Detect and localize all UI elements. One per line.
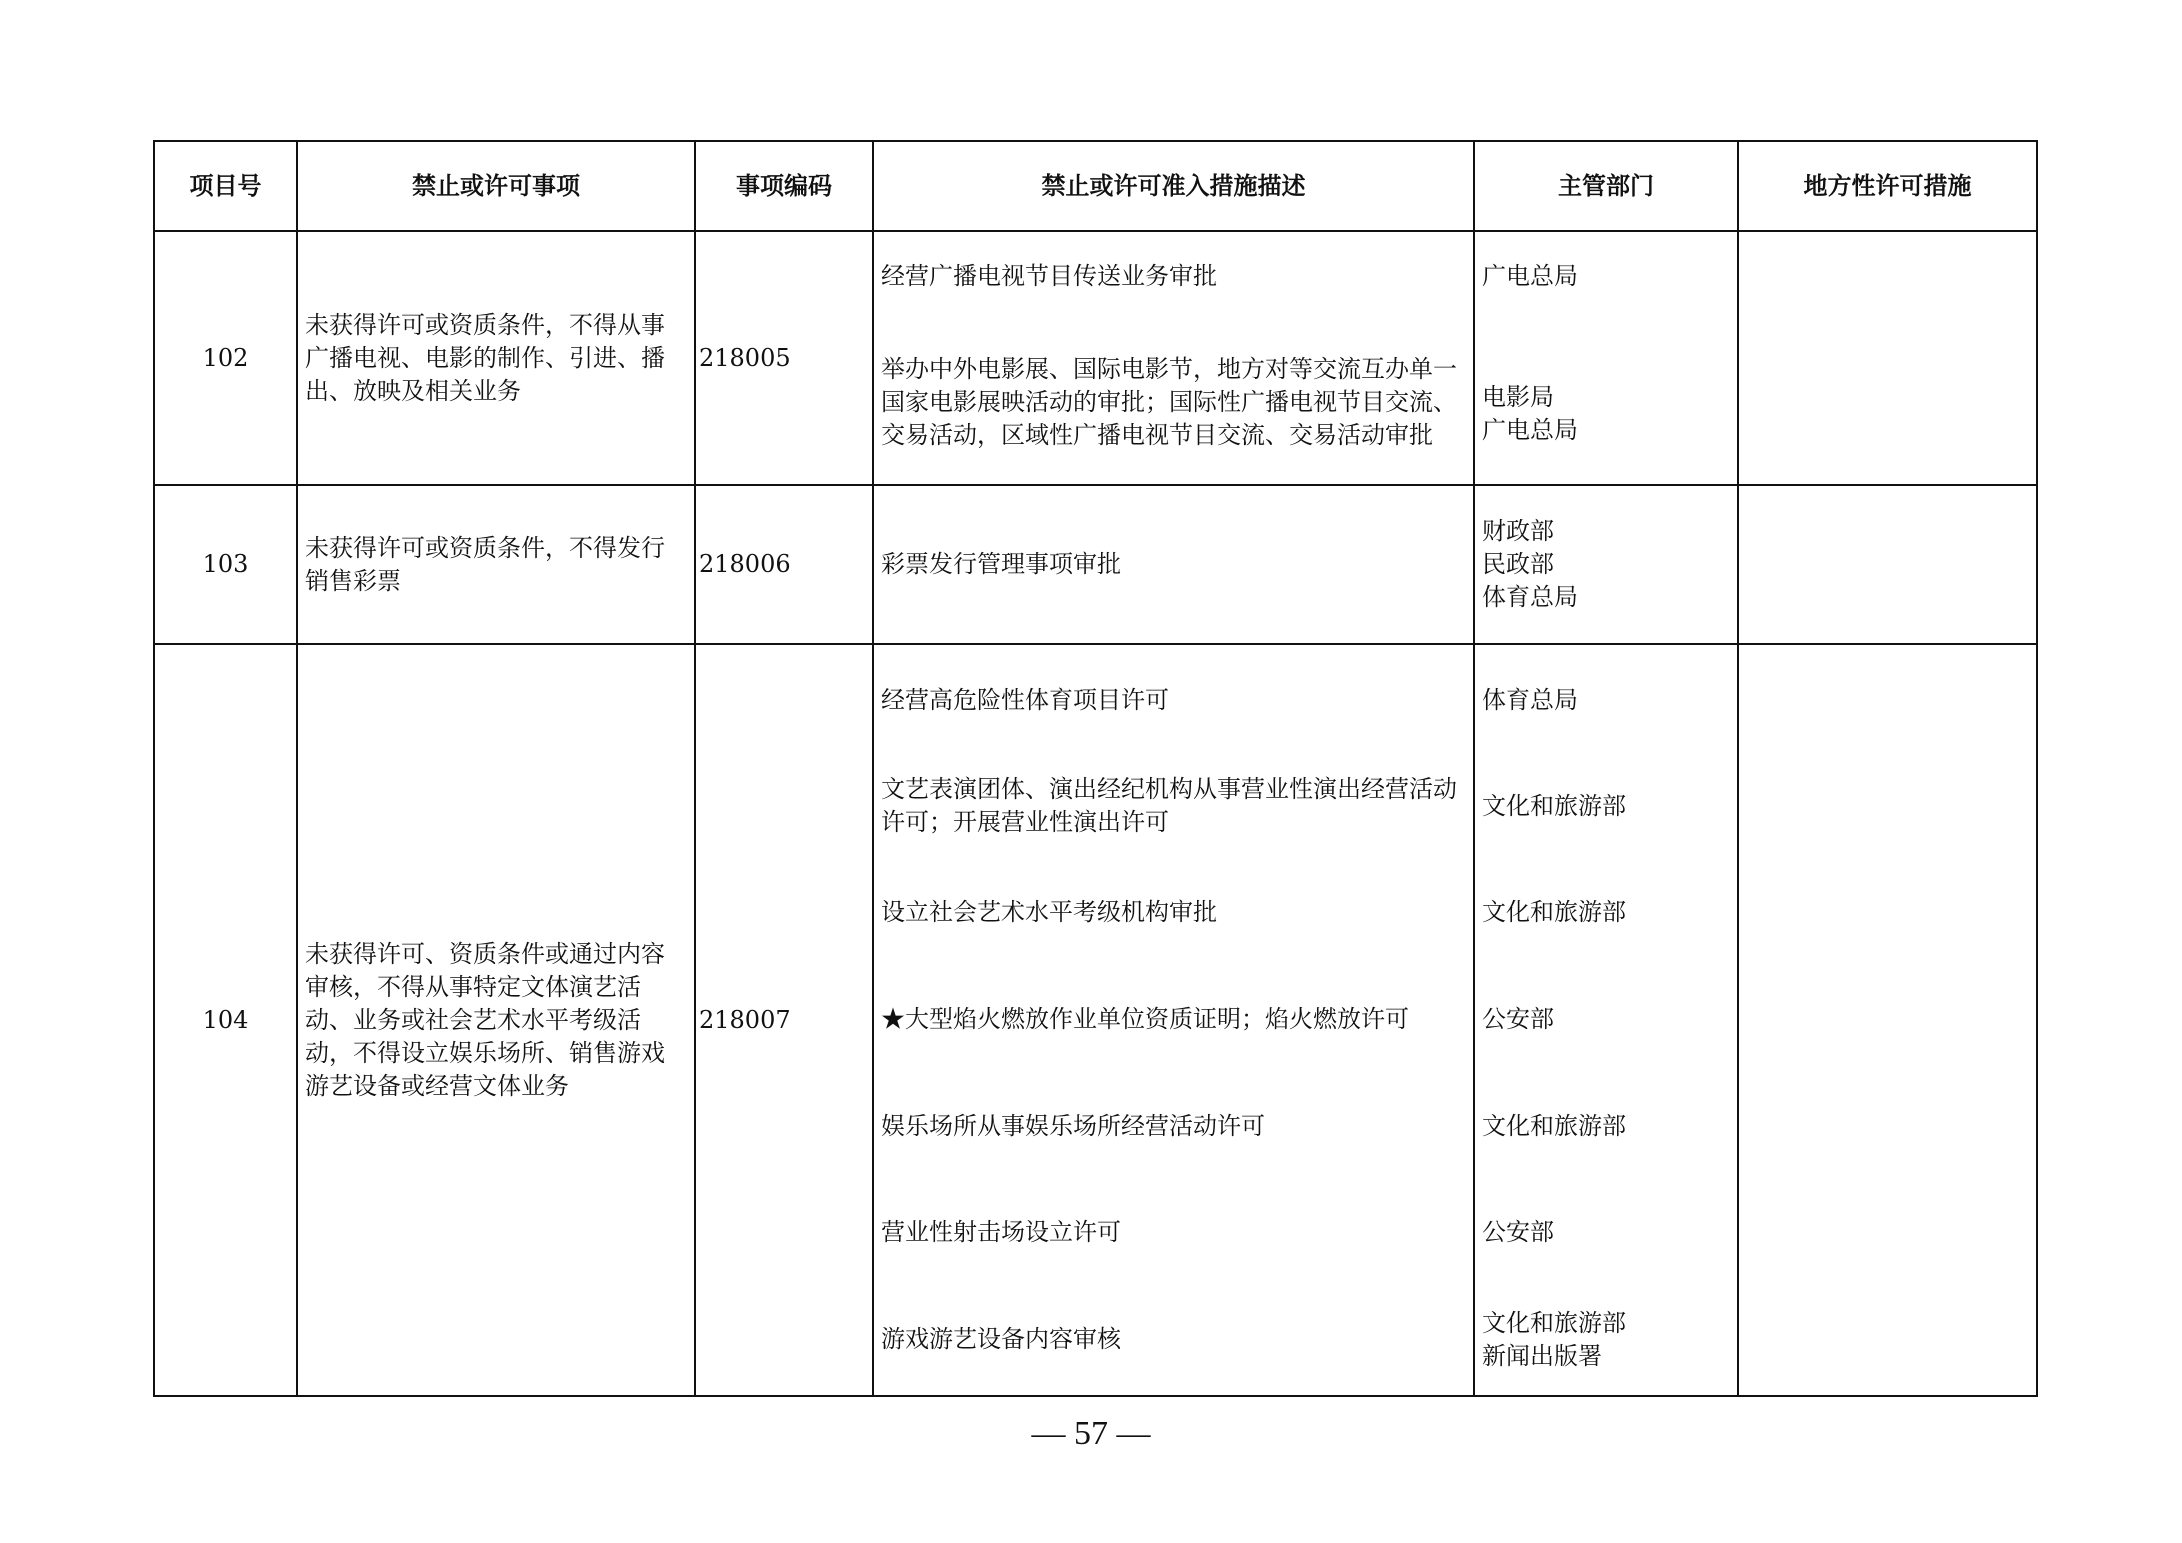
header-description: 禁止或许可准入措施描述 xyxy=(873,141,1474,231)
department-entry: 文化和旅游部 新闻出版署 xyxy=(1482,1308,1626,1370)
item-no-cell: 104 xyxy=(154,644,297,1396)
header-matter: 禁止或许可事项 xyxy=(297,141,695,231)
code-cell: 218006 xyxy=(695,485,873,644)
local-cell xyxy=(1738,485,2037,644)
code-cell: 218007 xyxy=(695,644,873,1396)
department-entry: 电影局 广电总局 xyxy=(1482,383,1578,444)
header-department: 主管部门 xyxy=(1474,141,1738,231)
description-entry: 举办中外电影展、国际电影节，地方对等交流互办单一国家电影展映活动的审批；国际性广播电视节目交流、交易活动，区域性广播电视节目交流、交易活动审批 xyxy=(881,354,1457,449)
matter-cell: 未获得许可或资质条件，不得从事广播电视、电影的制作、引进、播出、放映及相关业务 xyxy=(297,231,695,485)
department-cell xyxy=(1474,231,1738,485)
description-cell xyxy=(873,644,1474,1396)
department-entry: 公安部 xyxy=(1482,1218,1554,1246)
header-item-no: 项目号 xyxy=(154,141,297,231)
description-entry: 经营广播电视节目传送业务审批 xyxy=(881,261,1217,290)
table-row xyxy=(154,485,2037,644)
code-cell: 218005 xyxy=(695,231,873,485)
department-entry: 体育总局 xyxy=(1482,685,1578,714)
description-entry: ★大型焰火燃放作业单位资质证明；焰火燃放许可 xyxy=(881,1005,1409,1033)
description-cell: 彩票发行管理事项审批 xyxy=(873,485,1474,644)
item-no-cell: 102 xyxy=(154,231,297,485)
permit-table xyxy=(153,140,2038,1397)
department-cell xyxy=(1474,644,1738,1396)
description-entry: 文艺表演团体、演出经纪机构从事营业性演出经营活动许可；开展营业性演出许可 xyxy=(881,775,1457,836)
header-local: 地方性许可措施 xyxy=(1738,141,2037,231)
description-entry: 娱乐场所从事娱乐场所经营活动许可 xyxy=(881,1111,1265,1140)
department-entry: 文化和旅游部 xyxy=(1482,1111,1626,1140)
header-row xyxy=(154,141,2037,231)
department-cell: 财政部 民政部 体育总局 xyxy=(1474,485,1738,644)
page-number: — 57 — xyxy=(1031,1415,1151,1452)
matter-cell: 未获得许可或资质条件，不得发行销售彩票 xyxy=(297,485,695,644)
description-entry: 游戏游艺设备内容审核 xyxy=(881,1325,1121,1353)
department-entry: 文化和旅游部 xyxy=(1482,898,1626,926)
item-no-cell: 103 xyxy=(154,485,297,644)
department-entry: 公安部 xyxy=(1482,1005,1554,1033)
department-entry: 广电总局 xyxy=(1482,261,1578,290)
header-code: 事项编码 xyxy=(695,141,873,231)
description-entry: 设立社会艺术水平考级机构审批 xyxy=(881,898,1217,926)
local-cell xyxy=(1738,644,2037,1396)
matter-cell: 未获得许可、资质条件或通过内容审核，不得从事特定文体演艺活动、业务或社会艺术水平考级活动，不得设立娱乐场所、销售游戏游艺设备或经营文体业务 xyxy=(297,644,695,1396)
local-cell xyxy=(1738,231,2037,485)
description-entry: 营业性射击场设立许可 xyxy=(881,1218,1121,1246)
table-row xyxy=(154,231,2037,485)
table-row xyxy=(154,644,2037,1396)
department-entry: 文化和旅游部 xyxy=(1482,791,1626,820)
description-entry: 经营高危险性体育项目许可 xyxy=(881,685,1169,714)
description-cell xyxy=(873,231,1474,485)
